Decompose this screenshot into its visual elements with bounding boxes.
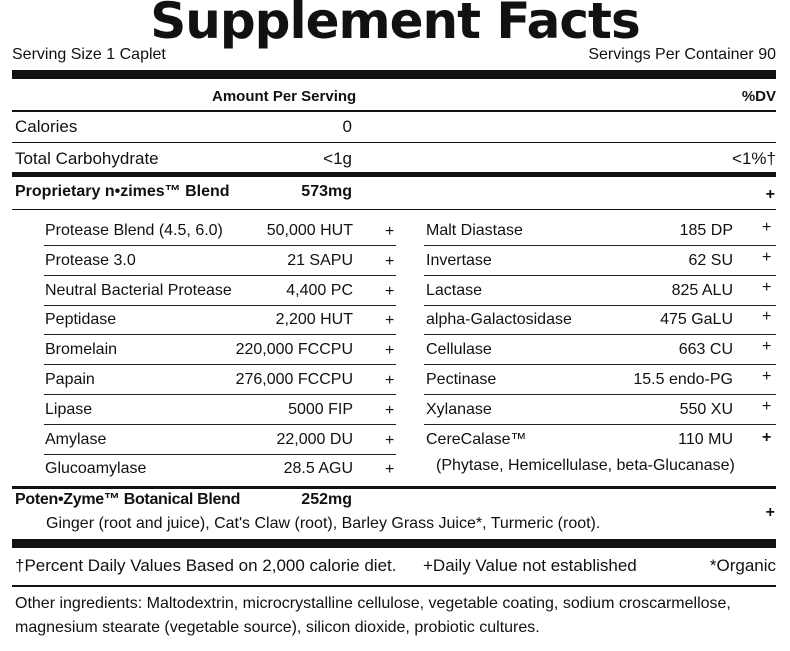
thick-rule xyxy=(12,70,776,79)
botanical-ingredients: Ginger (root and juice), Cat's Claw (root), Barley Grass Juice*, Turmeric (root). xyxy=(46,515,601,532)
enzyme-dv: + xyxy=(385,461,395,478)
row-divider xyxy=(44,275,396,276)
serving-size: Serving Size 1 Caplet xyxy=(12,46,166,63)
enzyme-dv: + xyxy=(385,342,395,359)
enzyme-amount: 5000 FIP xyxy=(288,401,353,418)
enzyme-dv: + xyxy=(385,432,395,449)
enzyme-amount: 220,000 FCCPU xyxy=(235,341,353,358)
carb-label: Total Carbohydrate xyxy=(15,149,159,168)
cerecalase-note: (Phytase, Hemicellulase, beta-Glucanase) xyxy=(436,457,735,474)
thick-rule xyxy=(12,539,776,548)
enzyme-dv: + xyxy=(385,372,395,389)
enzyme-dv: + xyxy=(762,249,772,266)
dv-header: %DV xyxy=(741,88,776,105)
enzyme-name: Lactase xyxy=(426,282,483,299)
enzyme-amount: 4,400 PC xyxy=(286,282,353,299)
proprietary-blend-dv: + xyxy=(765,186,775,203)
enzyme-amount: 28.5 AGU xyxy=(283,460,353,477)
row-divider xyxy=(44,424,396,425)
medium-rule xyxy=(12,172,776,177)
servings-per-container: Servings Per Container 90 xyxy=(588,46,776,63)
enzyme-name: Papain xyxy=(45,371,95,388)
footnote-organic: *Organic xyxy=(709,556,776,575)
enzyme-dv: + xyxy=(762,398,772,415)
enzyme-dv: + xyxy=(385,223,395,240)
enzyme-dv: + xyxy=(762,219,772,236)
enzyme-amount: 15.5 endo-PG xyxy=(633,371,733,388)
divider xyxy=(12,585,776,587)
row-divider xyxy=(424,334,776,335)
carb-amount: <1g xyxy=(323,149,352,168)
enzyme-dv: + xyxy=(762,429,772,446)
enzyme-name: Pectinase xyxy=(426,371,497,388)
enzyme-amount: 825 ALU xyxy=(671,282,733,299)
row-divider xyxy=(44,394,396,395)
enzyme-name: Amylase xyxy=(45,431,107,448)
enzyme-amount: 550 XU xyxy=(679,401,733,418)
proprietary-blend-amount: 573mg xyxy=(301,183,352,200)
proprietary-blend-label: Proprietary n•zimes™ Blend xyxy=(15,183,230,200)
row-divider xyxy=(44,364,396,365)
enzyme-name: CereCalase™ xyxy=(426,431,527,448)
row-divider xyxy=(424,245,776,246)
divider xyxy=(12,209,776,210)
enzyme-dv: + xyxy=(385,283,395,300)
row-divider xyxy=(424,364,776,365)
divider xyxy=(12,110,776,112)
enzyme-amount: 663 CU xyxy=(678,341,733,358)
enzyme-name: Peptidase xyxy=(45,311,117,328)
enzyme-name: Cellulase xyxy=(426,341,492,358)
enzyme-name: Protease 3.0 xyxy=(45,252,136,269)
enzyme-name: Invertase xyxy=(426,252,492,269)
row-divider xyxy=(44,454,396,455)
enzyme-name: Malt Diastase xyxy=(426,222,523,239)
enzyme-amount: 21 SAPU xyxy=(287,252,353,269)
carb-dv: <1%† xyxy=(732,149,776,168)
row-divider xyxy=(424,305,776,306)
enzyme-name: Neutral Bacterial Protease xyxy=(45,282,232,299)
medium-rule xyxy=(12,486,776,489)
other-ingredients-line1: Other ingredients: Maltodextrin, microcrystalline cellulose, vegetable coating, sodium croscarmellose, xyxy=(15,595,731,612)
enzyme-amount: 22,000 DU xyxy=(276,431,353,448)
row-divider xyxy=(44,305,396,306)
amount-header: Amount Per Serving xyxy=(212,88,357,105)
row-divider xyxy=(424,394,776,395)
enzyme-name: Protease Blend (4.5, 6.0) xyxy=(45,222,223,239)
enzyme-name: Bromelain xyxy=(45,341,118,358)
enzyme-name: Glucoamylase xyxy=(45,460,147,477)
enzyme-amount: 2,200 HUT xyxy=(275,311,353,328)
other-ingredients-line2: magnesium stearate (vegetable source), silicon dioxide, probiotic cultures. xyxy=(15,619,540,636)
enzyme-dv: + xyxy=(762,368,772,385)
enzyme-dv: + xyxy=(762,338,772,355)
enzyme-dv: + xyxy=(385,312,395,329)
row-divider xyxy=(44,245,396,246)
footnote-plus: +Daily Value not established xyxy=(423,556,637,575)
enzyme-dv: + xyxy=(762,308,772,325)
calories-amount: 0 xyxy=(342,117,352,136)
enzyme-amount: 110 MU xyxy=(678,431,733,448)
row-divider xyxy=(44,334,396,335)
enzyme-amount: 62 SU xyxy=(688,252,733,269)
enzyme-name: alpha-Galactosidase xyxy=(426,311,572,328)
botanical-blend-label: Poten•Zyme™ Botanical Blend xyxy=(15,491,241,508)
botanical-blend-amount: 252mg xyxy=(301,491,352,508)
enzyme-amount: 185 DP xyxy=(679,222,733,239)
enzyme-name: Lipase xyxy=(45,401,93,418)
enzyme-amount: 50,000 HUT xyxy=(266,222,353,239)
calories-label: Calories xyxy=(15,117,78,136)
divider xyxy=(12,142,776,143)
page-title: Supplement Facts xyxy=(150,0,640,50)
enzyme-amount: 276,000 FCCPU xyxy=(235,371,353,388)
enzyme-dv: + xyxy=(385,253,395,270)
enzyme-amount: 475 GaLU xyxy=(660,311,733,328)
footnote-percent: †Percent Daily Values Based on 2,000 calorie diet. xyxy=(15,556,397,575)
botanical-blend-dv: + xyxy=(765,504,775,521)
enzyme-dv: + xyxy=(762,279,772,296)
row-divider xyxy=(424,275,776,276)
row-divider xyxy=(424,424,776,425)
enzyme-name: Xylanase xyxy=(426,401,492,418)
enzyme-dv: + xyxy=(385,402,395,419)
